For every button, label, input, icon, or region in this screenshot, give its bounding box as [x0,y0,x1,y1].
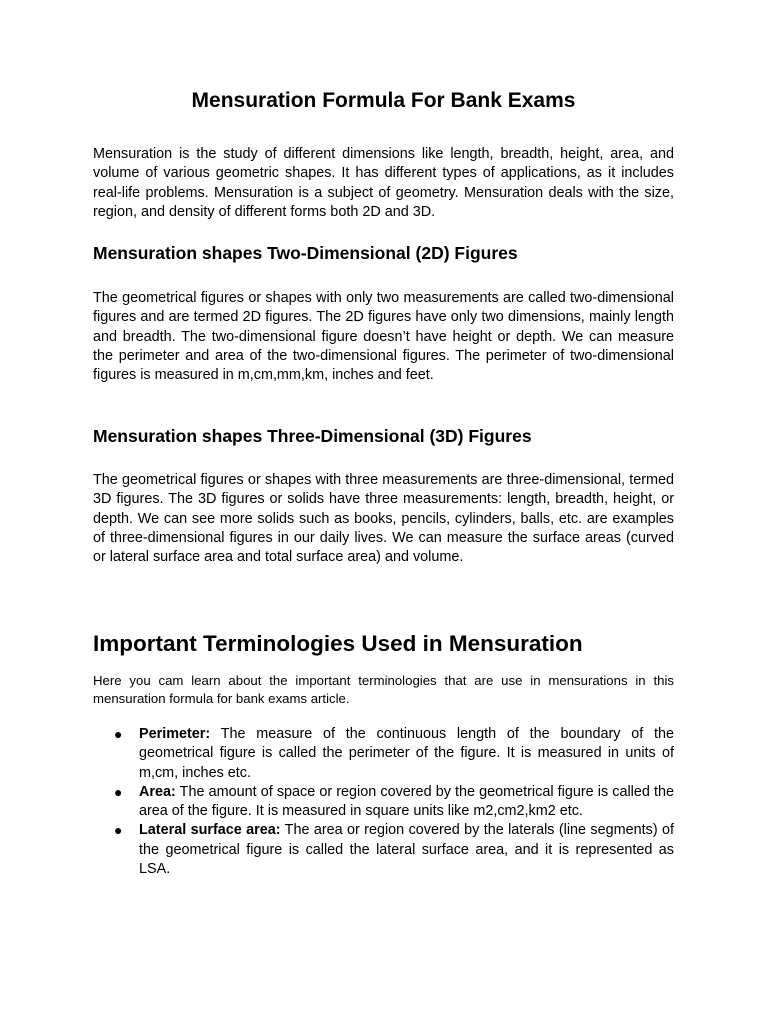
section-2d-heading: Mensuration shapes Two-Dimensional (2D) Figures [93,243,518,263]
terminologies-list [93,725,674,879]
document-title: Mensuration Formula For Bank Exams [191,89,576,112]
section-3d-paragraph: The geometrical figures or shapes with three measurements are three-dimensional, termed 3D figures. The 3D figures or solids have three measurements: length, breadth, height, or depth. We can see more solids such as books, pencils, cylinders, balls, etc. are examples of three-dimensional figures in our daily lives. We can measure the surface areas (curved or lateral surface area and total surface area) and volume. [93,472,674,566]
term-definition: The amount of space or region covered by the geometrical figure is called the area of the figure. It is measured in square units like m2,cm2,km2 etc. [139,783,674,820]
list-item-area [93,783,674,822]
intro-paragraph: Mensuration is the study of different dimensions like length, breadth, height, area, and volume of various geometric shapes. It has different types of applications, as it includes real-life problems. Mensuration is a subject of geometry. Mensuration deals with the size, region, and density of different forms both 2D and 3D. [93,146,674,220]
list-item-lateral-surface-area [93,821,674,879]
section-2d-paragraph: The geometrical figures or shapes with only two measurements are called two-dimensional figures and are termed 2D figures. The 2D figures have only two dimensions, mainly length and breadth. The two-dimensional figure doesn’t have height or depth. We can measure the perimeter and area of the two-dimensional figures. The perimeter of two-dimensional figures is measured in m,cm,mm,km, inches and feet. [93,290,674,384]
term-label: Area: [139,783,176,800]
list-item-perimeter [93,725,674,783]
bullet-icon: ● [114,726,123,742]
term-label: Perimeter: [139,726,211,742]
terminologies-heading: Important Terminologies Used in Mensuration [93,631,583,656]
section-3d-heading: Mensuration shapes Three-Dimensional (3D) Figures [93,426,532,446]
term-label: Lateral surface area: [139,822,281,839]
bullet-icon: ● [114,783,123,800]
bullet-icon: ● [114,822,123,839]
term-definition: The measure of the continuous length of the boundary of the geometrical figure is called the perimeter of the figure. It is measured in units of m,cm, inches etc. [139,726,674,781]
term-definition: The area or region covered by the laterals (line segments) of the geometrical figure is called the lateral surface area, and it is represented as LSA. [139,822,674,878]
terminologies-intro: Here you cam learn about the important terminologies that are use in mensurations in this mensuration formula for bank exams article. [93,673,674,706]
